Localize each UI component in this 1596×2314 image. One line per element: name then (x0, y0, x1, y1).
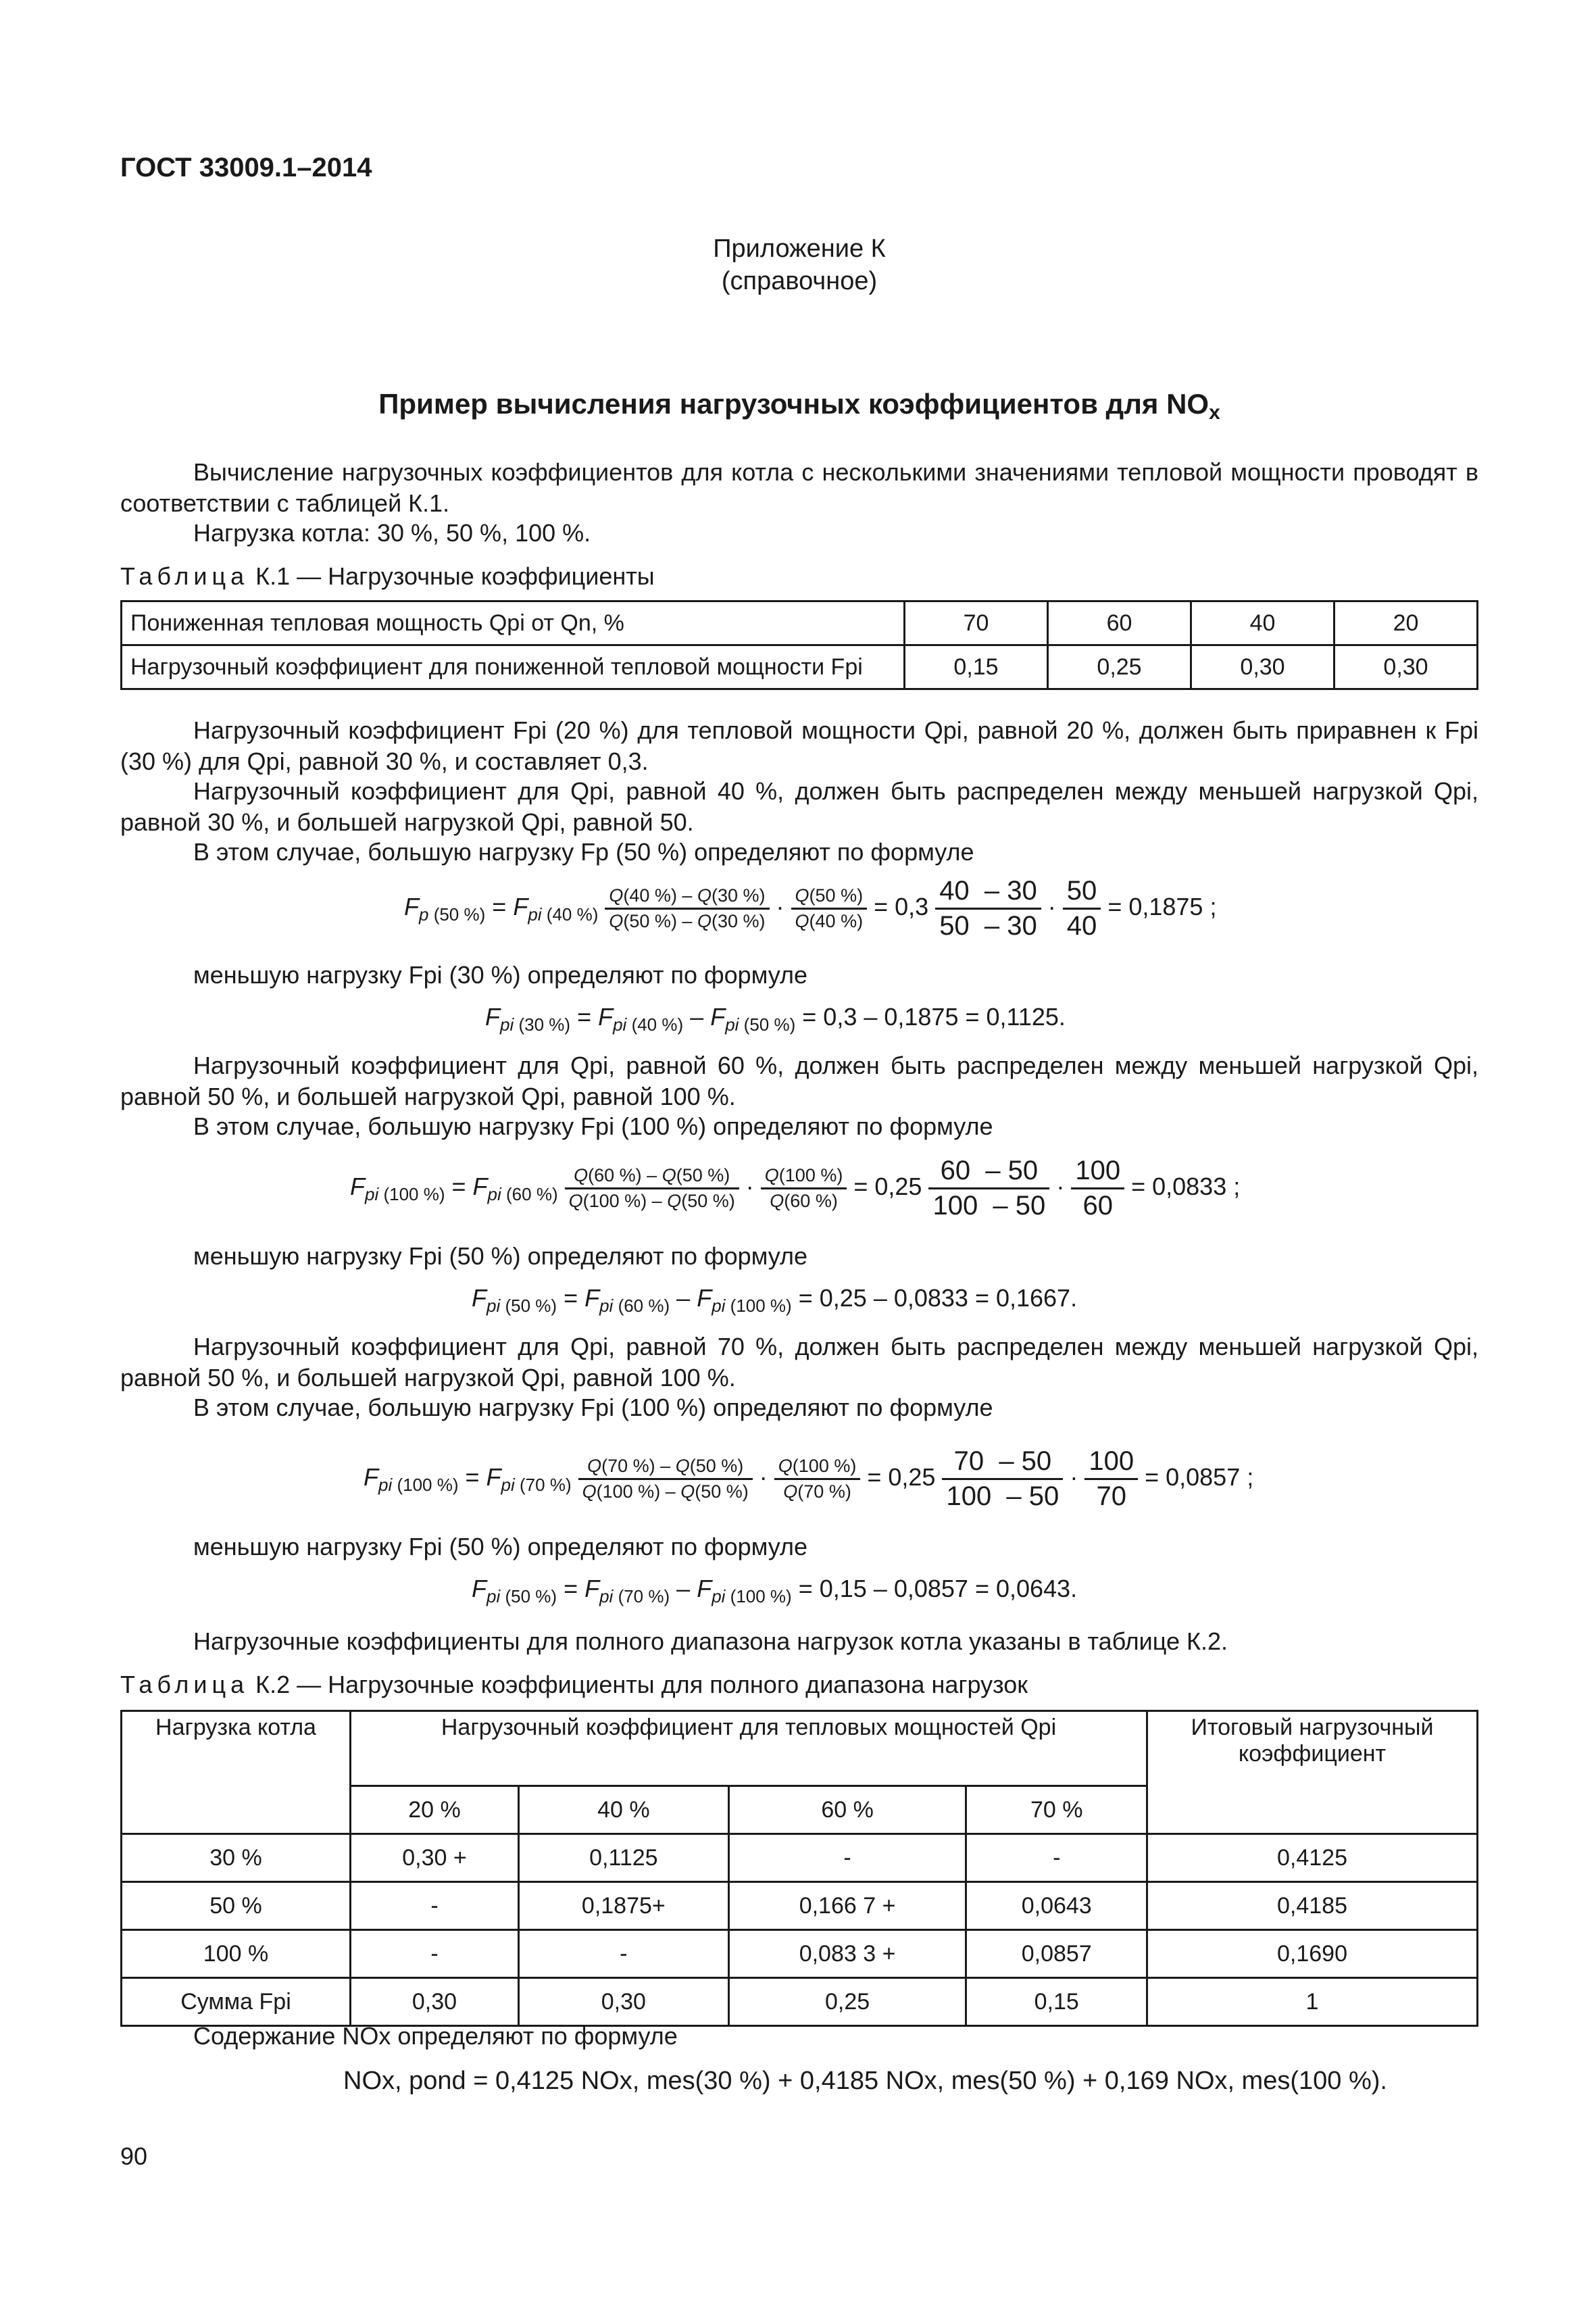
table2-cell: - (351, 1882, 519, 1930)
formula-3: $F_{pi (100 \%)} = F_{pi (60 \%)}$ $\frac{Q(60 \%) - Q(50 \%)}{Q(100 \%) - Q(50 \%)}$ · $\frac{Q(100 \%)}{Q(60 \%)}$ = 0,25 $\frac{60 - 50}{100 - 50}$ · $\frac{100}{60}$ = 0,0833 ; (350, 1156, 1241, 1221)
standard-number: ГОСТ 33009.1–2014 (120, 153, 372, 182)
formula-6-result: = 0,15 – 0,0857 = 0,0643. (798, 1575, 1078, 1602)
table2-cell: 0,0643 (966, 1882, 1147, 1930)
table2-cell: 0,30 (351, 1978, 519, 2026)
table2-load: Сумма Fpi (122, 1978, 351, 2026)
intro-load-list: Нагрузка котла: 30 %, 50 %, 100 %. (193, 519, 591, 547)
table2-cell: 0,166 7 + (728, 1882, 966, 1930)
table2-cell: 0,25 (728, 1978, 966, 2026)
paragraph-c1: Нагрузочный коэффициент для Qpi, равной 70 %, должен быть распределен между меньшей нагрузкой Qpi, равной 50 %, и большей нагрузкой Qpi, равной 100 %. (120, 1333, 1478, 1392)
table1-caption (120, 561, 655, 592)
table2-head-total: Итоговый нагрузочный коэффициент (1147, 1711, 1478, 1834)
table2-cell: - (966, 1834, 1147, 1882)
table1-cell: 40 (1191, 601, 1335, 645)
paragraph-b1: Нагрузочный коэффициент для Qpi, равной 60 %, должен быть распределен между меньшей нагрузкой Qpi, равной 50 %, и большей нагрузкой Qpi, равной 100 %. (120, 1052, 1478, 1110)
formula-2-result: = 0,3 – 0,1875 = 0,1125. (802, 1003, 1066, 1031)
table1-row-label: Пониженная тепловая мощность Qpi от Qn, % (122, 601, 905, 645)
table-row (122, 601, 1478, 645)
table1-cell: 0,30 (1191, 645, 1335, 689)
table-row (122, 1834, 1478, 1882)
formula-2: $F_{pi (30 \%)} = F_{pi (40 \%)} - F_{pi (50 \%)} = 0,3 - 0,1875 = 0,1125$. (485, 1003, 1066, 1035)
page-title-text: Пример вычисления нагрузочных коэффициентов для NO (378, 388, 1210, 420)
table2-cell: 0,30 (518, 1978, 728, 2026)
formula-5-result: = 0,25 (867, 1463, 936, 1492)
table2-head-load: Нагрузка котла (122, 1711, 351, 1834)
paragraph-e1: Содержание NOx определяют по формуле (193, 2022, 678, 2050)
paragraph-a1: Нагрузочный коэффициент Fpi (20 %) для тепловой мощности Qpi, равной 20 %, должен быть приравнен к Fpi (30 %) для Qpi, равной 30 %, и составляет 0,3. (120, 716, 1478, 775)
table2-caption (120, 1669, 1028, 1700)
paragraph-b3: меньшую нагрузку Fpi (50 %) определяют по формуле (193, 1242, 808, 1270)
table-row (122, 1978, 1478, 2026)
formula-1-result: = 0,3 (874, 893, 929, 921)
paragraph-b2: В этом случае, большую нагрузку Fpi (100 %) определяют по формуле (193, 1112, 993, 1140)
formula-4-result: = 0,25 – 0,0833 = 0,1667. (798, 1284, 1078, 1312)
table2-cell: 0,1875+ (518, 1882, 728, 1930)
table2-subhead: 20 % (351, 1786, 519, 1834)
table2-cell: 0,083 3 + (728, 1930, 966, 1978)
table1-row-label: Нагрузочный коэффициент для пониженной тепловой мощности Fpi (122, 645, 905, 689)
table2-cell: 0,15 (966, 1978, 1147, 2026)
table1-cell: 70 (905, 601, 1048, 645)
table2-load: 30 % (122, 1834, 351, 1882)
intro-paragraph: Вычисление нагрузочных коэффициентов для котла с несколькими значениями тепловой мощности проводят в соответствии с таблицей К.1. (120, 458, 1478, 517)
paragraph-a4: меньшую нагрузку Fpi (30 %) определяют по формуле (193, 961, 808, 989)
appendix-heading (120, 232, 1478, 297)
appendix-type: (справочное) (721, 267, 878, 295)
paragraph-a3: В этом случае, большую нагрузку Fp (50 %) определяют по формуле (193, 838, 974, 866)
formula-5-tail: = 0,0857 ; (1145, 1463, 1254, 1492)
paragraph-c3: меньшую нагрузку Fpi (50 %) определяют по формуле (193, 1533, 808, 1560)
table2-cell: - (518, 1930, 728, 1978)
table2-total: 0,1690 (1147, 1930, 1478, 1978)
appendix-label: Приложение К (713, 235, 886, 263)
table2-subhead: 40 % (518, 1786, 728, 1834)
table2-cell: - (728, 1834, 966, 1882)
table-row (122, 1930, 1478, 1978)
table-row (122, 645, 1478, 689)
table2-cell: - (351, 1930, 519, 1978)
paragraph-d1: Нагрузочные коэффициенты для полного диапазона нагрузок котла указаны в таблице К.2. (193, 1627, 1228, 1655)
table2-subhead: 70 % (966, 1786, 1147, 1834)
table2-load: 100 % (122, 1930, 351, 1978)
table2-caption-lead: Таблица (120, 1671, 249, 1698)
page-number: 90 (120, 2142, 148, 2170)
formula-1-tail: = 0,1875 ; (1107, 893, 1217, 921)
formula-7: NOx, pond = 0,4125 NOx, mes(30 %) + 0,4185 NOx, mes(50 %) + 0,169 NOx, mes(100 %). (343, 2067, 1387, 2095)
table1-caption-lead: Таблица (120, 562, 249, 590)
table1-cell: 0,25 (1048, 645, 1191, 689)
table2-cell: 0,30 + (351, 1834, 519, 1882)
table2 (120, 1710, 1478, 2027)
formula-4: $F_{pi (50 \%)} = F_{pi (60 \%)} - F_{pi (100 \%)} = 0,25 - 0,0833 = 0,1667$. (472, 1284, 1078, 1316)
table2-header-row (122, 1711, 1478, 1786)
table1-caption-text: К.1 — Нагрузочные коэффициенты (249, 562, 655, 590)
formula-3-result: = 0,25 (853, 1173, 922, 1201)
table1-cell: 20 (1335, 601, 1478, 645)
paragraph-a2: Нагрузочный коэффициент для Qpi, равной 40 %, должен быть распределен между меньшей нагрузкой Qpi, равной 30 %, и большей нагрузкой Qpi, равной 50. (120, 777, 1478, 836)
table2-total: 0,4125 (1147, 1834, 1478, 1882)
table2-cell: 0,0857 (966, 1930, 1147, 1978)
table1-cell: 60 (1048, 601, 1191, 645)
formula-5: $F_{pi (100 \%)} = F_{pi (70 \%)}$ $\frac{Q(70 \%) - Q(50 \%)}{Q(100 \%) - Q(50 \%)}$ · $\frac{Q(100 \%)}{Q(70 \%)}$ = 0,25 $\frac{70 - 50}{100 - 50}$ · $\frac{100}{70}$ = 0,0857 ; (364, 1446, 1254, 1511)
paragraph-c2: В этом случае, большую нагрузку Fpi (100 %) определяют по формуле (193, 1394, 993, 1421)
table2-total: 1 (1147, 1978, 1478, 2026)
table1-cell: 0,30 (1335, 645, 1478, 689)
page-title (120, 388, 1478, 424)
table2-subhead: 60 % (728, 1786, 966, 1834)
table2-cell: 0,1125 (518, 1834, 728, 1882)
page-title-subscript: x (1209, 401, 1220, 424)
table2-head-coef: Нагрузочный коэффициент для тепловых мощностей Qpi (351, 1711, 1147, 1786)
table2-load: 50 % (122, 1882, 351, 1930)
formula-1: $F_{p (50 \%)} = F_{pi (40 \%)}$ $\frac{Q(40 \%) - Q(30 \%)}{Q(50 \%) - Q(30 \%)}$ · $\frac{Q(50 \%)}{Q(40 \%)}$ = 0,3 $\frac{40 - 30}{50 - 30}$ · $\frac{50}{40}$ = 0,1875 ; (404, 876, 1217, 941)
table2-caption-text: К.2 — Нагрузочные коэффициенты для полного диапазона нагрузок (249, 1671, 1028, 1698)
table-row (122, 1882, 1478, 1930)
table2-total: 0,4185 (1147, 1882, 1478, 1930)
formula-3-tail: = 0,0833 ; (1131, 1173, 1241, 1201)
table1-cell: 0,15 (905, 645, 1048, 689)
formula-6: $F_{pi (50 \%)} = F_{pi (70 \%)} - F_{pi (100 \%)} = 0,15 - 0,0857 = 0,0643$. (472, 1575, 1078, 1606)
table1 (120, 600, 1478, 690)
